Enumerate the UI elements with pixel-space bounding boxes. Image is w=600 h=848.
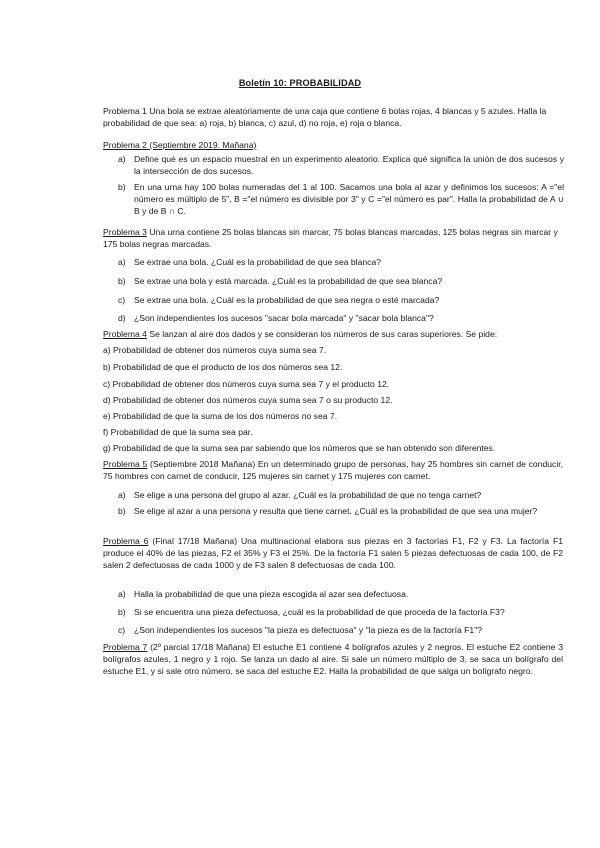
problem-6-item-mark: c): [118, 625, 126, 635]
problem-5-item-mark: a): [118, 490, 126, 500]
problem-5-text: (Septiembre 2018 Mañana) En un determinado grupo de personas, hay 25 hombres sin carnet de conducir, 75 hombres con carnet de conducir, 125 mujeres sin carnet y 175 mujeres con carnet.: [103, 459, 564, 481]
problem-6-item-text: Si se encuentra una pieza defectuosa, ¿cuál es la probabilidad de que proceda de la factoría F3?: [134, 607, 505, 617]
problem-3-item-text: Se extrae una bola y está marcada. ¿Cuál es la probabilidad de que sea blanca?: [134, 276, 443, 286]
problem-5-item-mark: b): [118, 506, 126, 516]
problem-4-text: Se lanzan al aire dos dados y se consideran los números de sus caras superiores. Se pide:: [146, 329, 498, 339]
problem-3-item-mark: a): [118, 257, 126, 267]
problem-2-item-mark: b): [118, 182, 126, 192]
problem-2-label: Problema 2: [103, 140, 147, 150]
problem-4: [103, 328, 563, 340]
problem-4-line: a) Probabilidad de obtener dos números cuya suma sea 7.: [103, 345, 327, 355]
problem-2-item-text: Define qué es un espacio muestral en un experimento aleatorio. Explica qué significa la unión de dos sucesos y la intersección de dos sucesos.: [134, 154, 564, 176]
problem-5-label: Problema 5: [103, 459, 148, 469]
problem-1-text: Una bola se extrae aleatoriamente de una caja que contiene 6 bolas rojas, 4 blancas y 5 azules. Halla la probabilidad de que sea: a) roja, b) blanca, c) azul, d) no roja, e) roja o blanca.: [103, 106, 547, 128]
problem-3-item-mark: b): [118, 276, 126, 286]
problem-5-item-text: Se elige al azar a una persona y resulta que tiene carnet. ¿Cuál es la probabilidad de que sea una mujer?: [134, 506, 538, 516]
problem-1-label: Problema 1: [103, 106, 147, 116]
problem-6-label: Problema 6: [103, 536, 149, 546]
problem-7-text: (2º parcial 17/18 Mañana) El estuche E1 contiene 4 bolígrafos azules y 2 negros. El estuche E2 contiene 3 bolígrafos azules, 1 negro y 1 rojo. Se lanza un dado al aire. Si sale un número múltiplo de 3, se saca un bolígrafo del estuche E1, y si sale otro número, se saca del estuche E2. Halla la probabilidad de que salga un bolígrafo negro.: [103, 642, 564, 676]
problem-6-item-mark: b): [118, 607, 126, 617]
problem-3: [103, 226, 563, 250]
problem-4-line: f) Probabilidad de que la suma sea par.: [103, 427, 253, 437]
problem-3-label: Problema 3: [103, 227, 147, 237]
problem-2-subtitle: (Septiembre 2019. Mañana): [146, 140, 257, 150]
problem-4-line: b) Probabilidad de que el producto de los dos números sea 12.: [103, 362, 343, 372]
problem-2-header: [103, 139, 563, 151]
problem-6: [103, 535, 563, 571]
problem-6-text: (Final 17/18 Mañana) Una multinacional elabora sus piezas en 3 factorías F1, F2 y F3. La factoría F1 produce el 40% de las piezas, F2 el 35% y F3 el 25%. De la factoría F1 salen 5 piezas defectuosas de cada 100, de F2 salen 2 defectuosas de cada 1000 y de F3 salen 8 defectuosas de cada 100.: [103, 536, 563, 570]
problem-7-label: Problema 7: [103, 642, 148, 652]
problem-2-item-mark: a): [118, 154, 126, 164]
problem-1: [103, 105, 563, 129]
problem-3-item-text: Se extrae una bola. ¿Cuál es la probabilidad de que sea blanca?: [134, 257, 382, 267]
page-title: Boletín 10: PROBABILIDAD: [238, 78, 362, 88]
problem-6-item-text: ¿Son independientes los sucesos "la pieza es defectuosa" y "la pieza es de la factoría F1"?: [134, 625, 483, 635]
problem-4-line: g) Probabilidad de que la suma sea par sabiendo que los números que se han obtenido son diferentes.: [103, 443, 496, 453]
problem-4-line: c) Probabilidad de obtener dos números cuya suma sea 7 y el producto 12.: [103, 379, 390, 389]
problem-6-item-mark: a): [118, 589, 126, 599]
problem-5-item-text: Se elige a una persona del grupo al azar. ¿Cuál es la probabilidad de que no tenga carnet?: [134, 490, 482, 500]
problem-2-item-text: En una urna hay 100 bolas numeradas del 1 al 100. Sacamos una bola al azar y definimos los sucesos: A ="el número es múltiplo de 5", B ="el número es divisible por 3" y C ="el número es par". Halla la probabilidad de A ∪ B y de B ∩ C.: [134, 182, 564, 216]
problem-4-line: e) Probabilidad de que la suma de los dos números no sea 7.: [103, 411, 338, 421]
problem-3-item-mark: c): [118, 295, 126, 305]
problem-5: [103, 458, 563, 482]
problem-4-line: d) Probabilidad de obtener dos números cuya suma sea 7 o su producto 12.: [103, 395, 393, 405]
problem-6-item-text: Halla la probabilidad de que una pieza escogida al azar sea defectuosa.: [134, 589, 409, 599]
problem-3-item-text: ¿Son independientes los sucesos "sacar bola marcada" y "sacar bola blanca"?: [134, 313, 434, 323]
problem-7: [103, 641, 563, 677]
problem-3-text: Una urna contiene 25 bolas blancas sin marcar, 75 bolas blancas marcadas, 125 bolas negras sin marcar y 175 bolas negras marcadas.: [103, 227, 558, 249]
problem-3-item-text: Se extrae una bola. ¿Cuál es la probabilidad de que sea negra o esté marcada?: [134, 295, 440, 305]
problem-3-item-mark: d): [118, 313, 126, 323]
problem-4-label: Problema 4: [103, 329, 147, 339]
